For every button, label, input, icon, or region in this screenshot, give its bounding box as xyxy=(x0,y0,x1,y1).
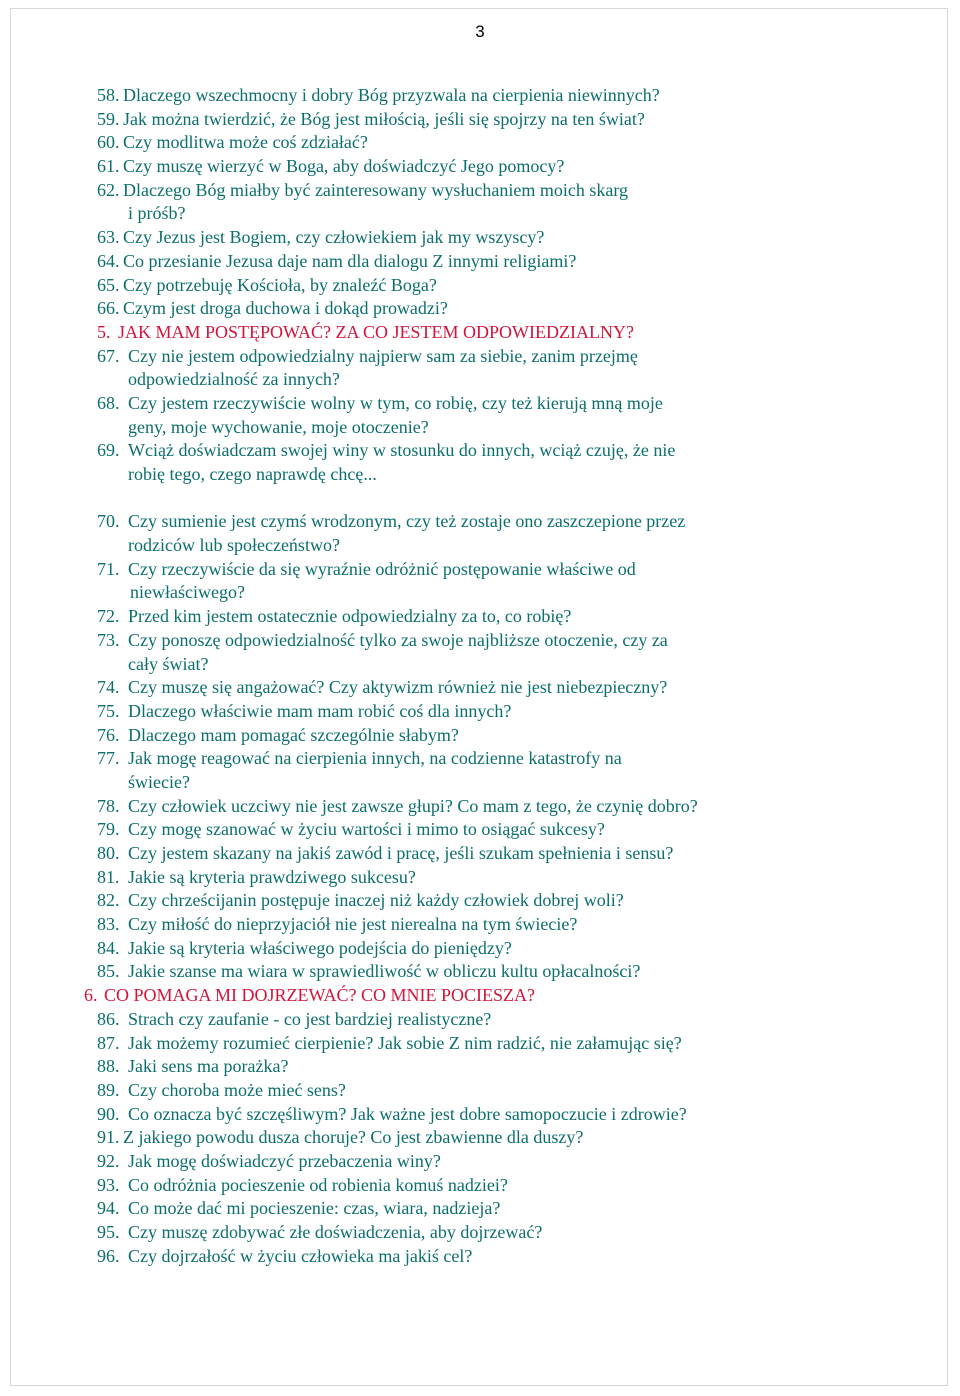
question-text: Dlaczego właściwie mam mam robić coś dla innych? xyxy=(128,700,512,721)
item-number: 90. xyxy=(97,1103,120,1124)
question-text: Strach czy zaufanie - co jest bardziej realistyczne? xyxy=(128,1008,492,1029)
question-text: Czy rzeczywiście da się wyraźnie odróżnić postępowanie właściwe od xyxy=(128,558,636,579)
item-number: 70. xyxy=(97,511,120,532)
page-number: 3 xyxy=(475,22,485,41)
question-text: Co przesianie Jezusa daje nam dla dialogu Z innymi religiami? xyxy=(123,250,577,271)
item-number: 5. xyxy=(97,321,111,342)
question-line xyxy=(0,795,960,819)
question-text: odpowiedzialność za innych? xyxy=(128,369,340,390)
question-line xyxy=(0,1079,960,1103)
item-number: 75. xyxy=(97,700,120,721)
question-line xyxy=(0,202,960,226)
question-text: Jak można twierdzić, że Bóg jest miłością, jeśli się spojrzy na ten świat? xyxy=(123,108,645,129)
question-line xyxy=(0,1221,960,1245)
question-line xyxy=(0,581,960,605)
question-line xyxy=(0,960,960,984)
question-text: Jak mogę doświadczyć przebaczenia winy? xyxy=(128,1150,441,1171)
question-list xyxy=(0,84,960,1268)
item-number: 73. xyxy=(97,629,120,650)
question-text: Jakie są kryteria prawdziwego sukcesu? xyxy=(128,866,416,887)
question-line xyxy=(0,179,960,203)
item-number: 58. xyxy=(97,85,120,105)
question-text: Czy człowiek uczciwy nie jest zawsze głupi? Co mam z tego, że czynię dobro? xyxy=(128,795,698,816)
item-number: 63. xyxy=(97,227,120,248)
question-line xyxy=(0,1103,960,1127)
question-text: świecie? xyxy=(128,771,190,792)
question-text: Przed kim jestem ostatecznie odpowiedzialny za to, co robię? xyxy=(128,606,572,627)
question-text: Jak mogę reagować na cierpienia innych, na codzienne katastrofy na xyxy=(128,748,622,769)
section-title: JAK MAM POSTĘPOWAĆ? ZA CO JESTEM ODPOWIEDZIALNY? xyxy=(118,321,634,342)
question-text: Jakie szanse ma wiara w sprawiedliwość w obliczu kultu opłacalności? xyxy=(128,961,641,982)
question-line xyxy=(0,345,960,369)
question-line xyxy=(0,937,960,961)
question-line xyxy=(0,889,960,913)
item-number: 6. xyxy=(84,985,98,1006)
item-number: 67. xyxy=(97,345,120,366)
question-line xyxy=(0,605,960,629)
item-number: 91. xyxy=(97,1127,120,1148)
question-text: Wciąż doświadczam swojej winy w stosunku do innych, wciąż czuję, że nie xyxy=(128,440,676,461)
question-text: Co oznacza być szczęśliwym? Jak ważne jest dobre samopoczucie i zdrowie? xyxy=(128,1103,687,1124)
question-line xyxy=(0,1032,960,1056)
question-line xyxy=(0,226,960,250)
question-text: Czy choroba może mieć sens? xyxy=(128,1079,346,1100)
item-number: 86. xyxy=(97,1008,120,1029)
question-text: rodziców lub społeczeństwo? xyxy=(128,535,340,556)
question-text: Czy nie jestem odpowiedzialny najpierw sam za siebie, zanim przejmę xyxy=(128,345,638,366)
question-line xyxy=(0,1174,960,1198)
question-line xyxy=(0,534,960,558)
section-heading xyxy=(0,321,960,345)
item-number: 78. xyxy=(97,795,120,816)
item-number: 80. xyxy=(97,843,120,863)
item-number: 59. xyxy=(97,108,120,129)
question-line xyxy=(0,108,960,132)
question-text: cały świat? xyxy=(128,653,209,674)
question-text: Jaki sens ma porażka? xyxy=(128,1056,289,1077)
question-line xyxy=(0,250,960,274)
question-line xyxy=(0,842,960,866)
question-line xyxy=(0,747,960,771)
question-text: i próśb? xyxy=(128,203,186,224)
question-text: Czy chrześcijanin postępuje inaczej niż każdy człowiek dobrej woli? xyxy=(128,890,624,911)
item-number: 96. xyxy=(97,1245,120,1266)
item-number: 92. xyxy=(97,1150,120,1171)
question-line xyxy=(0,131,960,155)
question-line xyxy=(0,629,960,653)
question-line xyxy=(0,653,960,677)
question-text: Czy ponoszę odpowiedzialność tylko za swoje najbliższe otoczenie, czy za xyxy=(128,629,668,650)
item-number: 60. xyxy=(97,132,120,153)
item-number: 93. xyxy=(97,1174,120,1195)
item-number: 66. xyxy=(97,298,120,319)
question-text: Dlaczego Bóg miałby być zainteresowany wysłuchaniem moich skarg xyxy=(123,179,629,200)
item-number: 71. xyxy=(97,558,120,579)
blank-line xyxy=(0,487,960,511)
item-number: 81. xyxy=(97,866,120,887)
question-line xyxy=(0,818,960,842)
question-line xyxy=(0,913,960,937)
item-number: 65. xyxy=(97,274,120,295)
question-line xyxy=(0,1008,960,1032)
question-text: Czy modlitwa może coś zdziałać? xyxy=(123,132,368,153)
question-line xyxy=(0,510,960,534)
item-number: 82. xyxy=(97,890,120,911)
question-line xyxy=(0,1197,960,1221)
question-line xyxy=(0,700,960,724)
question-line xyxy=(0,558,960,582)
question-line xyxy=(0,84,960,108)
question-line xyxy=(0,416,960,440)
question-line xyxy=(0,676,960,700)
question-line xyxy=(0,274,960,298)
question-line xyxy=(0,368,960,392)
question-text: Czy Jezus jest Bogiem, czy człowiekiem jak my wszyscy? xyxy=(123,227,545,248)
question-text: Czy miłość do nieprzyjaciół nie jest nierealna na tym świecie? xyxy=(128,914,578,935)
question-line xyxy=(0,1150,960,1174)
question-text: Czy muszę się angażować? Czy aktywizm również nie jest niebezpieczny? xyxy=(128,677,668,698)
question-line xyxy=(0,866,960,890)
question-text: Czym jest droga duchowa i dokąd prowadzi? xyxy=(123,298,448,319)
question-line xyxy=(0,155,960,179)
item-number: 64. xyxy=(97,250,120,271)
item-number: 89. xyxy=(97,1079,120,1100)
item-number: 62. xyxy=(97,179,120,200)
question-text: Czy mogę szanować w życiu wartości i mimo to osiągać sukcesy? xyxy=(128,819,605,840)
question-line xyxy=(0,1245,960,1269)
item-number: 95. xyxy=(97,1222,120,1242)
item-number: 77. xyxy=(97,748,120,769)
question-text: Z jakiego powodu dusza choruje? Co jest zbawienne dla duszy? xyxy=(123,1127,584,1148)
question-text: Dlaczego wszechmocny i dobry Bóg przyzwala na cierpienia niewinnych? xyxy=(123,85,660,105)
question-text: Jak możemy rozumieć cierpienie? Jak sobie Z nim radzić, nie załamując się? xyxy=(128,1032,682,1053)
item-number: 74. xyxy=(97,677,120,698)
item-number: 68. xyxy=(97,392,120,413)
question-line xyxy=(0,1126,960,1150)
question-line xyxy=(0,771,960,795)
section-title: CO POMAGA MI DOJRZEWAĆ? CO MNIE POCIESZA? xyxy=(104,985,536,1006)
section-heading xyxy=(0,984,960,1008)
question-text: Co odróżnia pocieszenie od robienia komuś nadziei? xyxy=(128,1174,508,1195)
item-number: 88. xyxy=(97,1056,120,1077)
question-text: Czy jestem rzeczywiście wolny w tym, co robię, czy też kierują mną moje xyxy=(128,392,663,413)
question-text: Czy sumienie jest czymś wrodzonym, czy też zostaje ono zaszczepione przez xyxy=(128,511,686,532)
question-text: Dlaczego mam pomagać szczególnie słabym? xyxy=(128,724,459,745)
item-number: 84. xyxy=(97,937,120,958)
item-number: 83. xyxy=(97,914,120,935)
question-line xyxy=(0,724,960,748)
question-line xyxy=(0,1055,960,1079)
question-line xyxy=(0,439,960,463)
item-number: 87. xyxy=(97,1032,120,1053)
question-text: geny, moje wychowanie, moje otoczenie? xyxy=(128,416,429,437)
question-text: Co może dać mi pocieszenie: czas, wiara, nadzieja? xyxy=(128,1198,501,1219)
question-text: Czy jestem skazany na jakiś zawód i pracę, jeśli szukam spełnienia i sensu? xyxy=(128,843,674,863)
question-text: Czy muszę wierzyć w Boga, aby doświadczyć Jego pomocy? xyxy=(123,156,565,177)
question-text: Jakie są kryteria właściwego podejścia do pieniędzy? xyxy=(128,937,512,958)
item-number: 76. xyxy=(97,724,120,745)
question-text: robię tego, czego naprawdę chcę... xyxy=(128,464,377,484)
item-number: 94. xyxy=(97,1198,120,1219)
question-line xyxy=(0,463,960,487)
question-line xyxy=(0,392,960,416)
question-text: niewłaściwego? xyxy=(130,582,245,603)
question-text: Czy dojrzałość w życiu człowieka ma jakiś cel? xyxy=(128,1245,473,1266)
item-number: 69. xyxy=(97,440,120,461)
question-text: Czy muszę zdobywać złe doświadczenia, aby dojrzewać? xyxy=(128,1222,543,1242)
item-number: 79. xyxy=(97,819,120,840)
item-number: 72. xyxy=(97,606,120,627)
item-number: 85. xyxy=(97,961,120,982)
question-line xyxy=(0,297,960,321)
question-text: Czy potrzebuję Kościoła, by znaleźć Boga? xyxy=(123,274,437,295)
item-number: 61. xyxy=(97,156,120,177)
